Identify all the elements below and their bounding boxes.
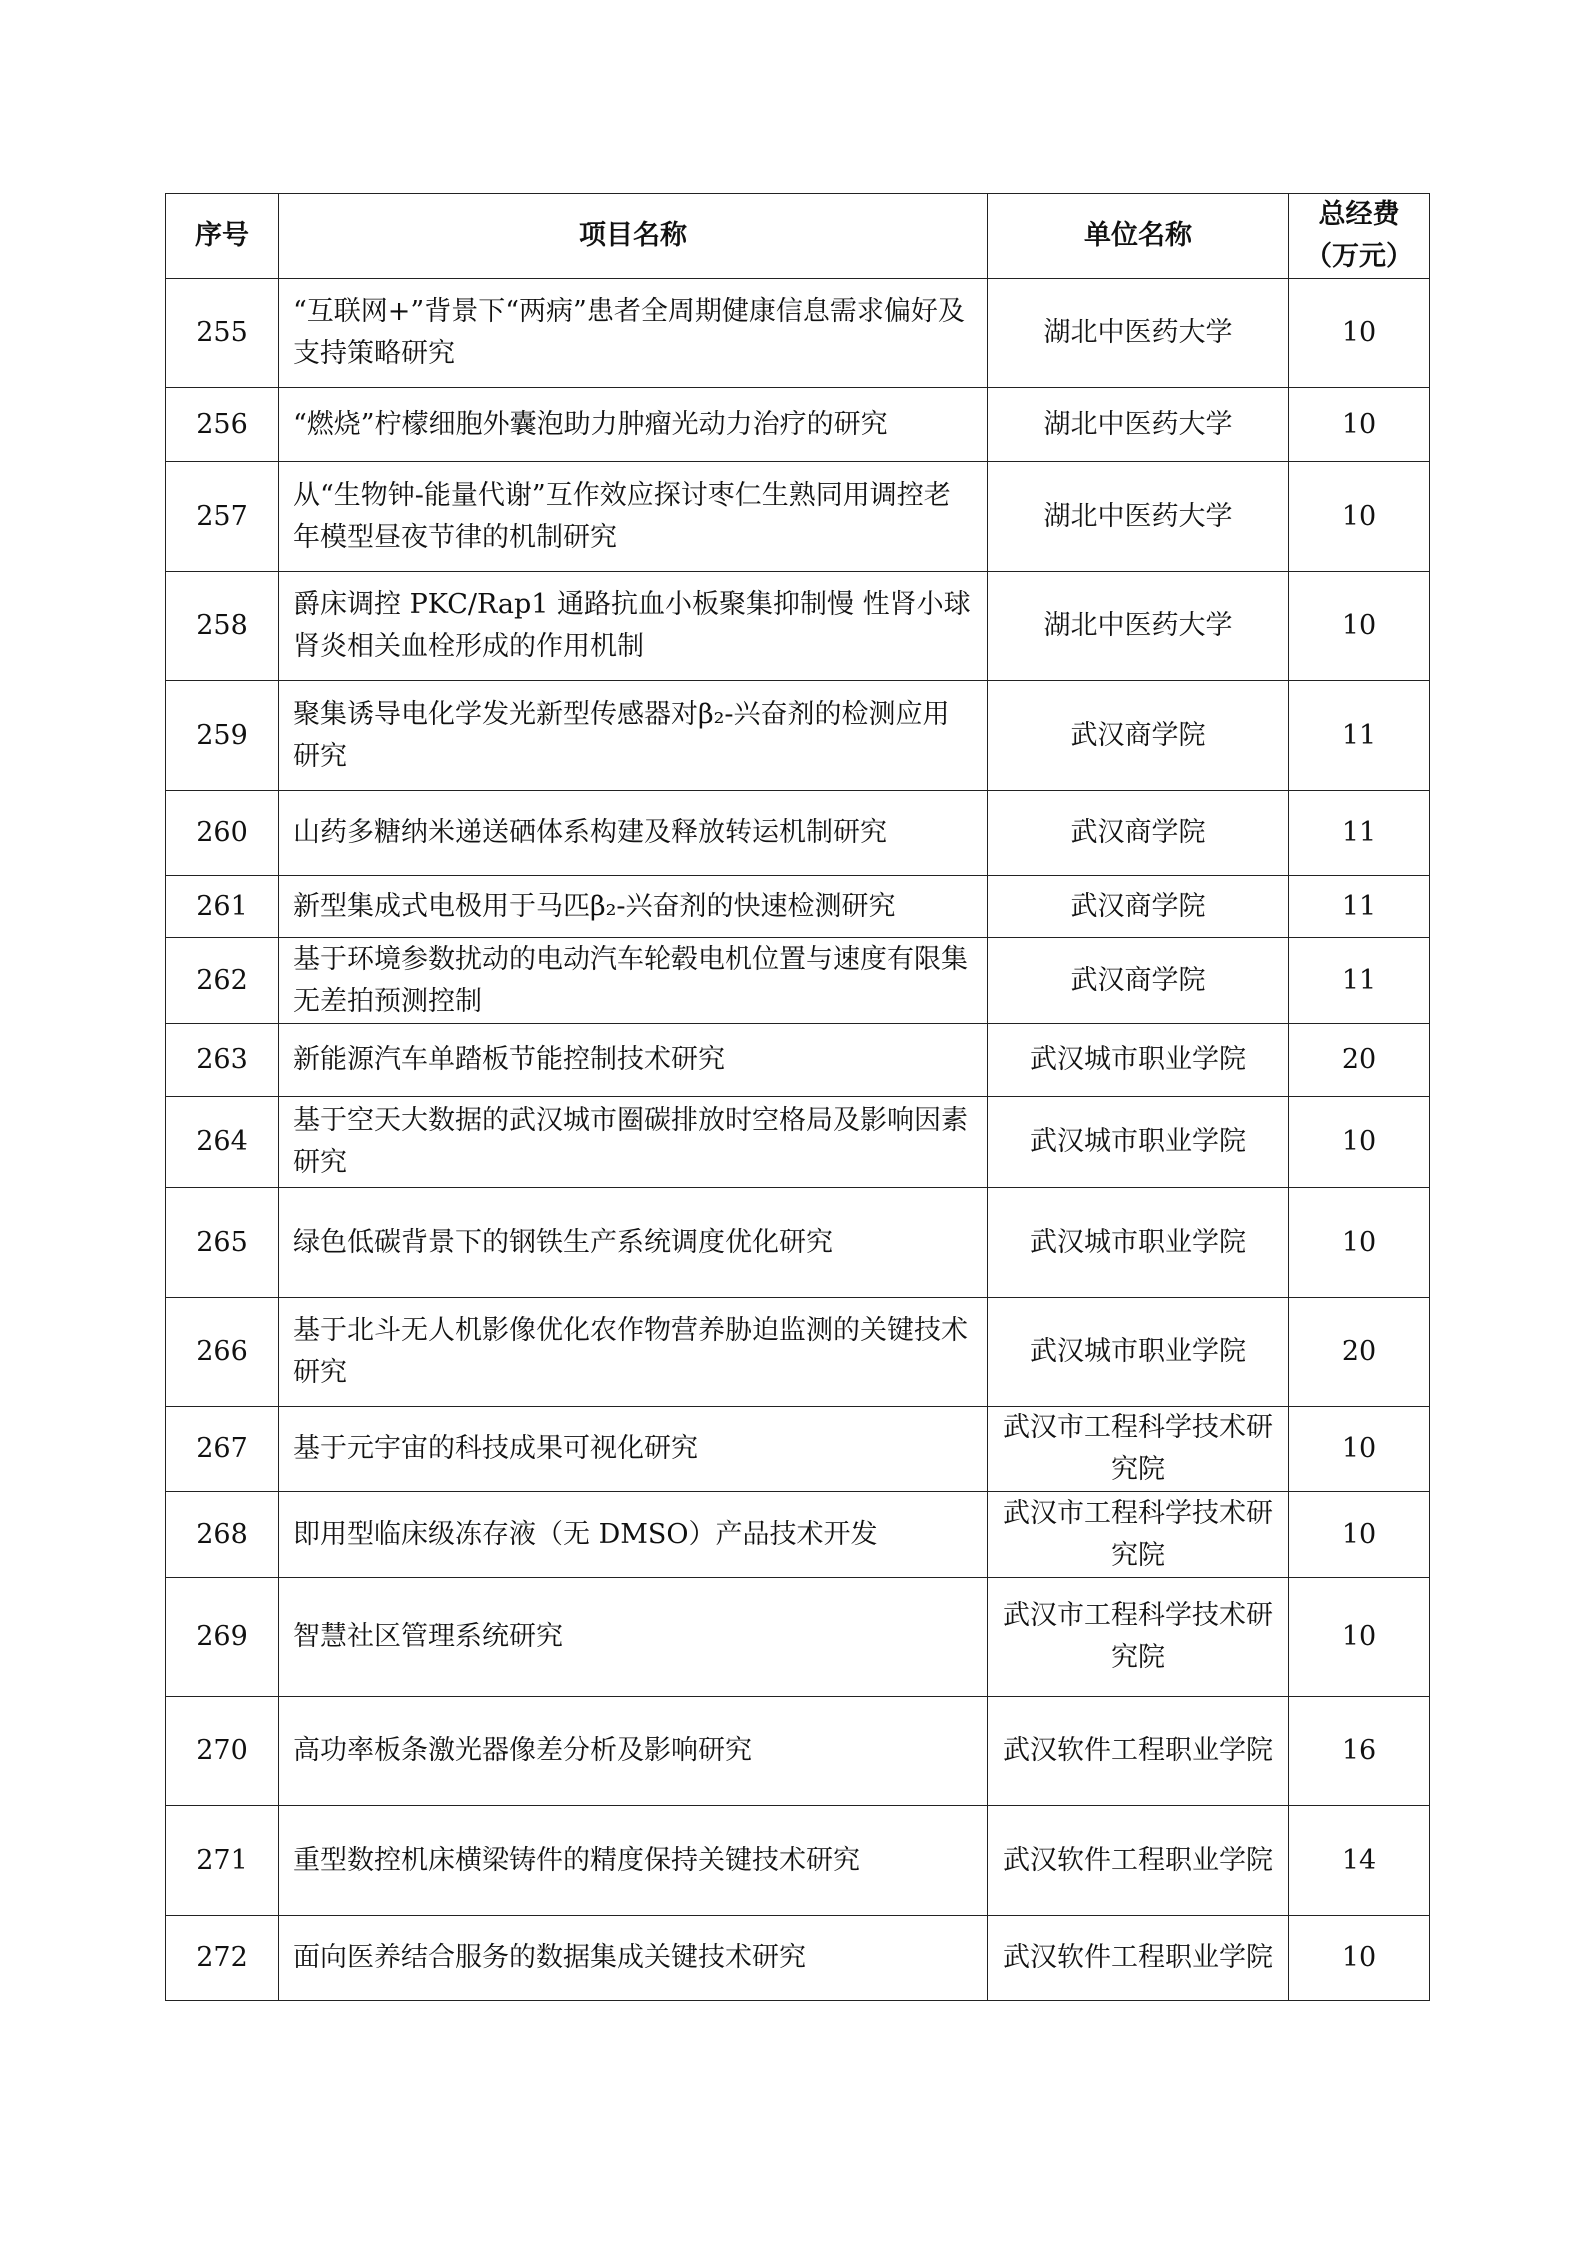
row-seq: 265 <box>166 1188 279 1298</box>
row-total-fee: 20 <box>1289 1298 1430 1407</box>
row-total-fee: 10 <box>1289 572 1430 681</box>
row-total-fee: 10 <box>1289 462 1430 572</box>
table-row <box>166 572 1430 681</box>
table-row <box>166 1916 1430 2001</box>
row-project-name: 新能源汽车单踏板节能控制技术研究 <box>279 1024 988 1097</box>
row-seq: 259 <box>166 681 279 791</box>
table-row <box>166 279 1430 388</box>
table-row <box>166 791 1430 876</box>
table-row <box>166 1578 1430 1697</box>
table-row <box>166 876 1430 938</box>
header-row <box>166 194 1430 279</box>
table-row <box>166 1492 1430 1578</box>
row-total-fee: 20 <box>1289 1024 1430 1097</box>
row-seq: 271 <box>166 1806 279 1916</box>
table-row <box>166 1298 1430 1407</box>
row-project-name: 新型集成式电极用于马匹β₂-兴奋剂的快速检测研究 <box>279 876 988 938</box>
row-project-name: 爵床调控 PKC/Rap1 通路抗血小板聚集抑制慢 性肾小球肾炎相关血栓形成的作用机制 <box>279 572 988 681</box>
row-project-name: 智慧社区管理系统研究 <box>279 1578 988 1697</box>
header-total-fee: 总经费 （万元） <box>1289 194 1430 279</box>
row-unit-name: 武汉软件工程职业学院 <box>988 1916 1289 2001</box>
row-seq: 269 <box>166 1578 279 1697</box>
row-total-fee: 11 <box>1289 876 1430 938</box>
row-project-name: 重型数控机床横梁铸件的精度保持关键技术研究 <box>279 1806 988 1916</box>
row-unit-name: 武汉商学院 <box>988 938 1289 1024</box>
row-unit-name: 湖北中医药大学 <box>988 462 1289 572</box>
row-unit-name: 武汉市工程科学技术研究院 <box>988 1492 1289 1578</box>
row-seq: 261 <box>166 876 279 938</box>
table-row <box>166 462 1430 572</box>
row-seq: 270 <box>166 1697 279 1806</box>
row-unit-name: 湖北中医药大学 <box>988 388 1289 462</box>
row-seq: 255 <box>166 279 279 388</box>
row-project-name: 从“生物钟-能量代谢”互作效应探讨枣仁生熟同用调控老年模型昼夜节律的机制研究 <box>279 462 988 572</box>
row-seq: 258 <box>166 572 279 681</box>
row-total-fee: 10 <box>1289 1492 1430 1578</box>
row-project-name: 高功率板条激光器像差分析及影响研究 <box>279 1697 988 1806</box>
row-project-name: 基于空天大数据的武汉城市圈碳排放时空格局及影响因素研究 <box>279 1097 988 1188</box>
row-unit-name: 武汉商学院 <box>988 876 1289 938</box>
row-total-fee: 11 <box>1289 681 1430 791</box>
table-row <box>166 1097 1430 1188</box>
row-total-fee: 10 <box>1289 1916 1430 2001</box>
row-unit-name: 武汉城市职业学院 <box>988 1298 1289 1407</box>
row-project-name: 基于北斗无人机影像优化农作物营养胁迫监测的关键技术研究 <box>279 1298 988 1407</box>
row-seq: 257 <box>166 462 279 572</box>
row-project-name: 面向医养结合服务的数据集成关键技术研究 <box>279 1916 988 2001</box>
row-unit-name: 武汉软件工程职业学院 <box>988 1806 1289 1916</box>
row-total-fee: 10 <box>1289 1578 1430 1697</box>
table-row <box>166 938 1430 1024</box>
header-project-name: 项目名称 <box>279 194 988 279</box>
table-row <box>166 1407 1430 1492</box>
row-project-name: 即用型临床级冻存液（无 DMSO）产品技术开发 <box>279 1492 988 1578</box>
row-unit-name: 武汉城市职业学院 <box>988 1024 1289 1097</box>
row-unit-name: 湖北中医药大学 <box>988 572 1289 681</box>
header-seq: 序号 <box>166 194 279 279</box>
row-project-name: “互联网+”背景下“两病”患者全周期健康信息需求偏好及支持策略研究 <box>279 279 988 388</box>
row-seq: 262 <box>166 938 279 1024</box>
row-total-fee: 10 <box>1289 279 1430 388</box>
row-seq: 272 <box>166 1916 279 2001</box>
row-project-name: 基于环境参数扰动的电动汽车轮毂电机位置与速度有限集无差拍预测控制 <box>279 938 988 1024</box>
row-project-name: 基于元宇宙的科技成果可视化研究 <box>279 1407 988 1492</box>
row-total-fee: 10 <box>1289 388 1430 462</box>
row-seq: 268 <box>166 1492 279 1578</box>
header-unit-name: 单位名称 <box>988 194 1289 279</box>
row-seq: 267 <box>166 1407 279 1492</box>
row-project-name: 绿色低碳背景下的钢铁生产系统调度优化研究 <box>279 1188 988 1298</box>
table-row <box>166 1697 1430 1806</box>
row-seq: 266 <box>166 1298 279 1407</box>
row-total-fee: 11 <box>1289 938 1430 1024</box>
row-project-name: 聚集诱导电化学发光新型传感器对β₂-兴奋剂的检测应用研究 <box>279 681 988 791</box>
row-unit-name: 武汉城市职业学院 <box>988 1188 1289 1298</box>
row-seq: 263 <box>166 1024 279 1097</box>
row-unit-name: 武汉商学院 <box>988 681 1289 791</box>
table-row <box>166 1024 1430 1097</box>
row-unit-name: 武汉商学院 <box>988 791 1289 876</box>
table-row <box>166 1188 1430 1298</box>
row-unit-name: 武汉市工程科学技术研究院 <box>988 1578 1289 1697</box>
row-total-fee: 16 <box>1289 1697 1430 1806</box>
row-total-fee: 14 <box>1289 1806 1430 1916</box>
table-row <box>166 388 1430 462</box>
project-funding-table <box>165 193 1430 2001</box>
row-unit-name: 武汉城市职业学院 <box>988 1097 1289 1188</box>
row-unit-name: 武汉市工程科学技术研究院 <box>988 1407 1289 1492</box>
row-seq: 256 <box>166 388 279 462</box>
table-row <box>166 681 1430 791</box>
row-total-fee: 10 <box>1289 1188 1430 1298</box>
row-project-name: 山药多糖纳米递送硒体系构建及释放转运机制研究 <box>279 791 988 876</box>
row-unit-name: 湖北中医药大学 <box>988 279 1289 388</box>
table-row <box>166 1806 1430 1916</box>
row-seq: 264 <box>166 1097 279 1188</box>
row-seq: 260 <box>166 791 279 876</box>
row-project-name: “燃烧”柠檬细胞外囊泡助力肿瘤光动力治疗的研究 <box>279 388 988 462</box>
row-total-fee: 10 <box>1289 1097 1430 1188</box>
row-total-fee: 10 <box>1289 1407 1430 1492</box>
row-unit-name: 武汉软件工程职业学院 <box>988 1697 1289 1806</box>
row-total-fee: 11 <box>1289 791 1430 876</box>
